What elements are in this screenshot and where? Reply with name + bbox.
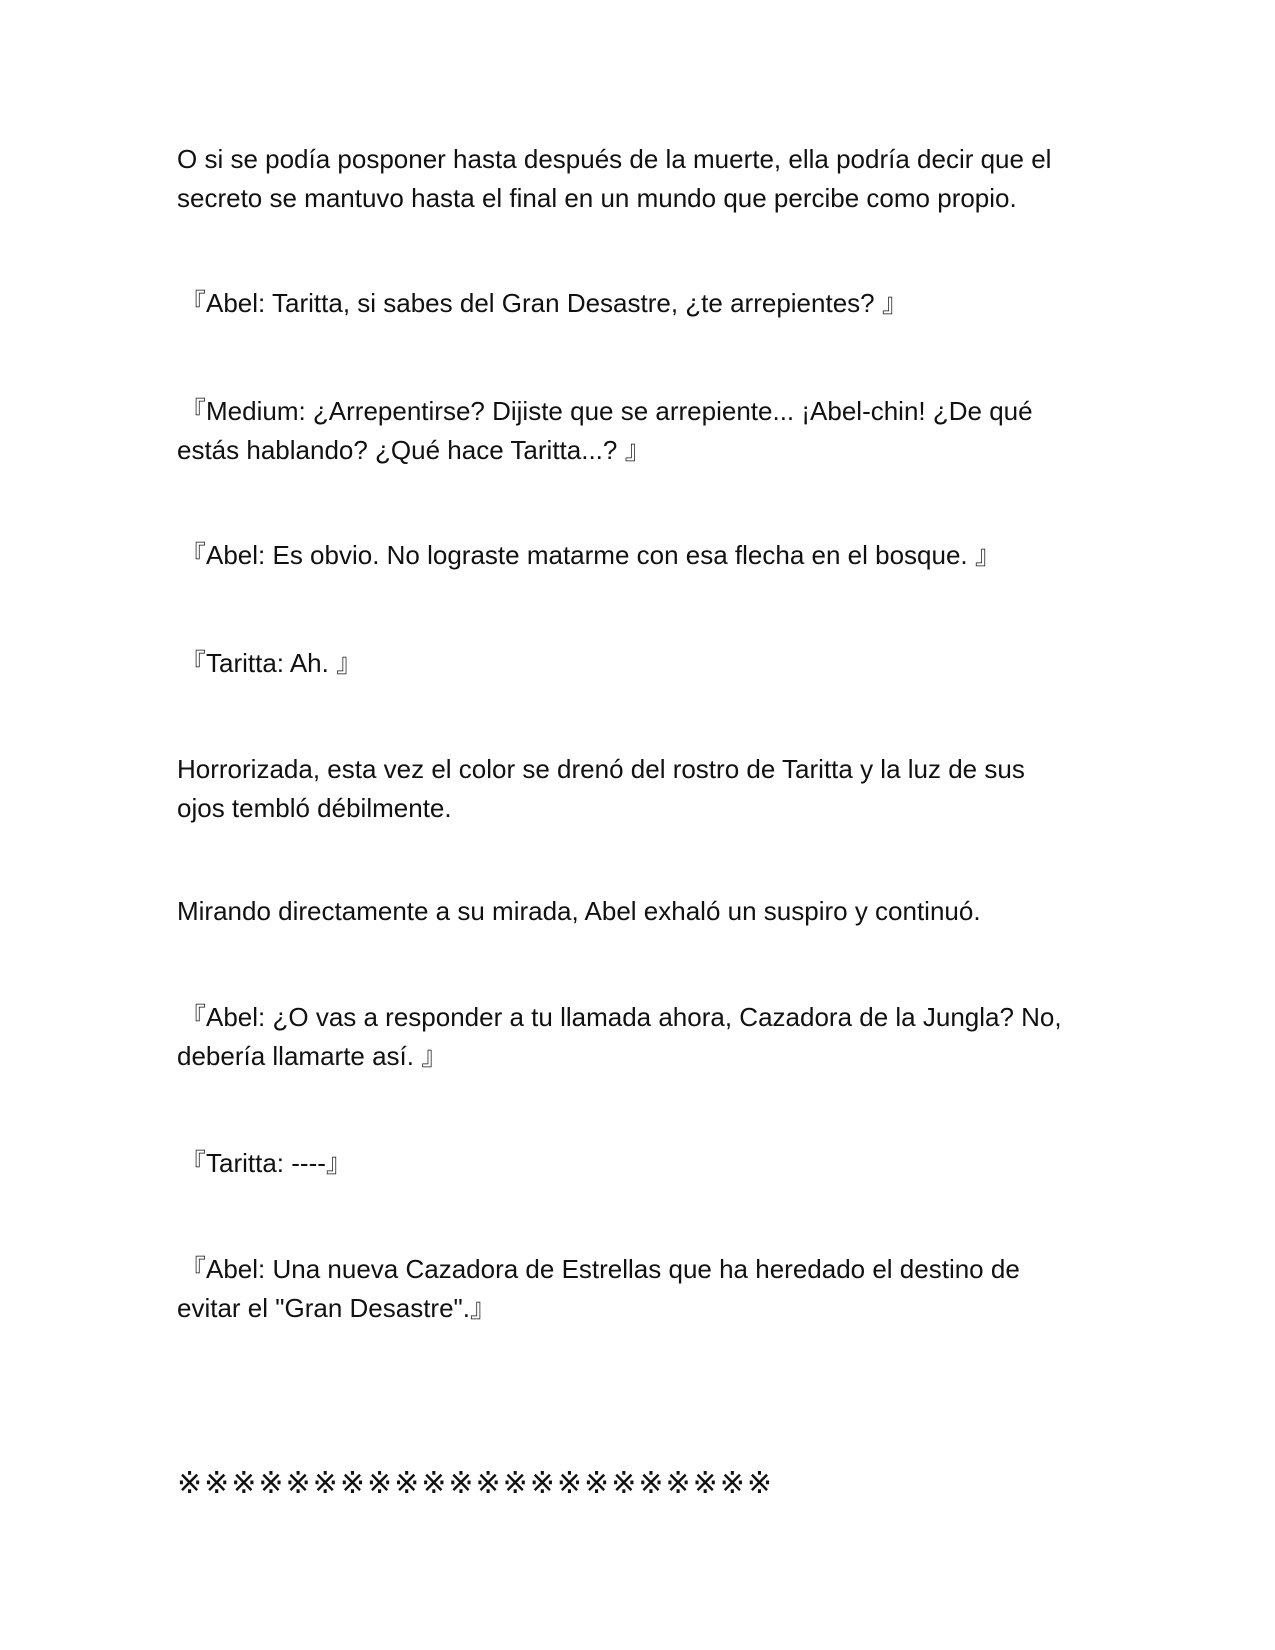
narration-paragraph bbox=[177, 140, 1097, 218]
text-line: 『Taritta: Ah. 』 bbox=[180, 648, 363, 678]
text-line: debería llamarte así. 』 bbox=[177, 1041, 448, 1071]
text-line: Horrorizada, esta vez el color se drenó del rostro de Taritta y la luz de sus bbox=[177, 754, 1025, 784]
scene-separator: ※※※※※※※※※※※※※※※※※※※※※※ bbox=[177, 1466, 775, 1501]
text-line: ojos tembló débilmente. bbox=[177, 793, 452, 823]
dialogue-paragraph bbox=[180, 284, 1100, 323]
text-line: 『Taritta: ----』 bbox=[180, 1148, 352, 1178]
text-line: 『Abel: Taritta, si sabes del Gran Desastre, ¿te arrepientes? 』 bbox=[180, 288, 908, 318]
text-line: secreto se mantuvo hasta el final en un mundo que percibe como propio. bbox=[177, 183, 1017, 213]
dialogue-paragraph bbox=[180, 536, 1100, 575]
dialogue-paragraph bbox=[177, 998, 1100, 1076]
text-line: 『Abel: Es obvio. No lograste matarme con esa flecha en el bosque. 』 bbox=[180, 540, 1001, 570]
dialogue-paragraph bbox=[177, 1250, 1100, 1328]
text-line: Mirando directamente a su mirada, Abel exhaló un suspiro y continuó. bbox=[177, 896, 981, 926]
text-line: estás hablando? ¿Qué hace Taritta...? 』 bbox=[177, 435, 651, 465]
narration-paragraph bbox=[177, 750, 1097, 828]
dialogue-paragraph bbox=[180, 1144, 1100, 1183]
text-line: evitar el "Gran Desastre".』 bbox=[177, 1293, 497, 1323]
text-line: O si se podía posponer hasta después de la muerte, ella podría decir que el bbox=[177, 144, 1052, 174]
narration-paragraph bbox=[177, 892, 1097, 931]
text-line: 『Abel: ¿O vas a responder a tu llamada ahora, Cazadora de la Jungla? No, bbox=[180, 1002, 1062, 1032]
dialogue-paragraph bbox=[180, 644, 1100, 683]
text-line: 『Abel: Una nueva Cazadora de Estrellas que ha heredado el destino de bbox=[180, 1254, 1020, 1284]
dialogue-paragraph bbox=[177, 392, 1100, 470]
text-line: 『Medium: ¿Arrepentirse? Dijiste que se arrepiente... ¡Abel-chin! ¿De qué bbox=[180, 396, 1033, 426]
